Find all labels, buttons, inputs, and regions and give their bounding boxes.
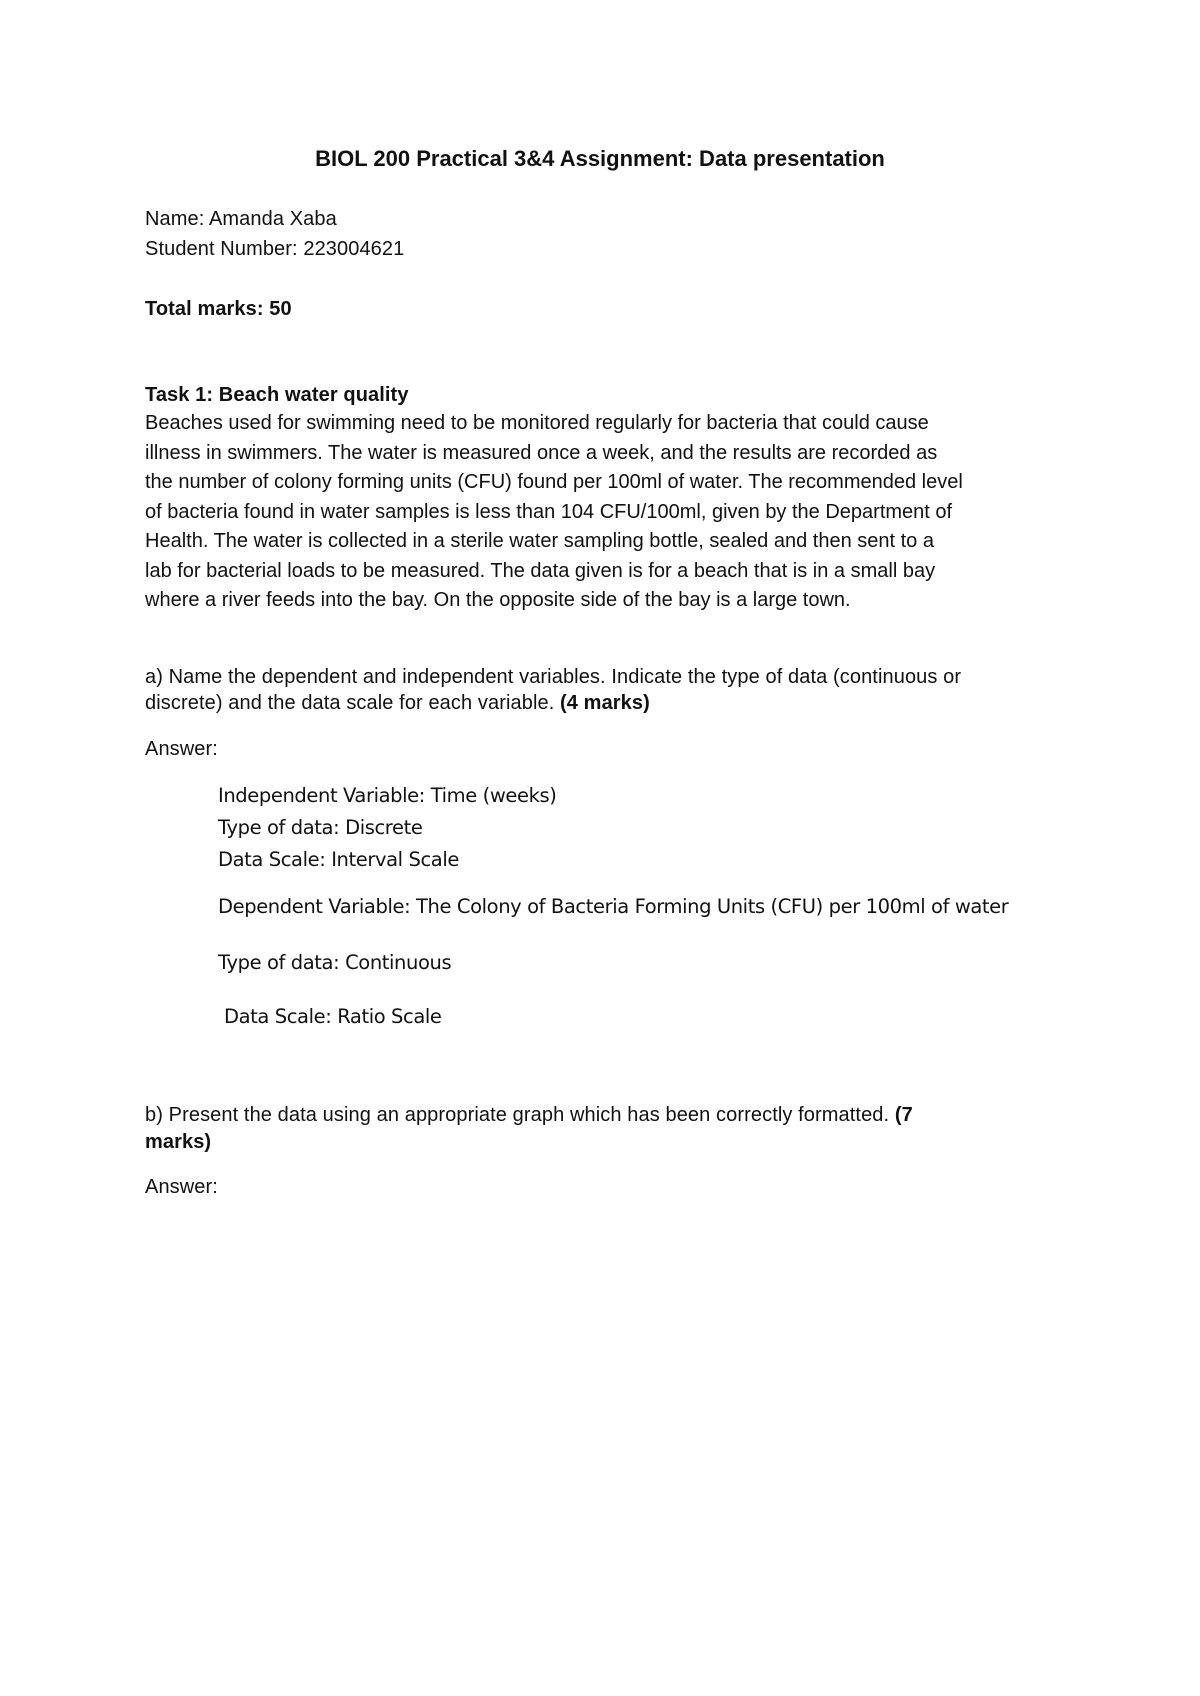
student-number: Student Number: 223004621 bbox=[145, 238, 405, 260]
task1-heading: Task 1: Beach water quality bbox=[145, 384, 409, 406]
answer-independent-variable: Independent Variable: Time (weeks) bbox=[218, 784, 557, 807]
answer-independent-type: Type of data: Discrete bbox=[218, 816, 423, 839]
answer-dependent-scale: Data Scale: Ratio Scale bbox=[224, 1005, 442, 1028]
question-a-answer-label: Answer: bbox=[145, 738, 218, 760]
answer-dependent-variable: Dependent Variable: The Colony of Bacteria Forming Units (CFU) per 100ml of water bbox=[218, 895, 1009, 918]
question-a-line2 bbox=[145, 692, 650, 715]
answer-independent-scale: Data Scale: Interval Scale bbox=[218, 848, 459, 871]
question-b-marks-part1: (7 bbox=[894, 1104, 913, 1126]
question-b-text: b) Present the data using an appropriate graph which has been correctly formatted. bbox=[145, 1104, 895, 1126]
question-a-line1: a) Name the dependent and independent variables. Indicate the type of data (continuous or bbox=[145, 666, 962, 688]
task1-line: illness in swimmers. The water is measured once a week, and the results are recorded as bbox=[145, 441, 938, 464]
task1-line: where a river feeds into the bay. On the opposite side of the bay is a large town. bbox=[145, 589, 851, 611]
document-title: BIOL 200 Practical 3&4 Assignment: Data presentation bbox=[315, 146, 885, 171]
task1-line: the number of colony forming units (CFU) found per 100ml of water. The recommended level bbox=[145, 471, 963, 493]
task1-line: Beaches used for swimming need to be monitored regularly for bacteria that could cause bbox=[145, 412, 929, 434]
question-b-answer-label: Answer: bbox=[145, 1176, 218, 1198]
total-marks: Total marks: 50 bbox=[145, 298, 292, 320]
question-b-line1 bbox=[145, 1104, 913, 1127]
question-b-marks-part2: marks) bbox=[145, 1131, 212, 1153]
question-a-text: discrete) and the data scale for each variable. bbox=[145, 692, 561, 714]
answer-dependent-type: Type of data: Continuous bbox=[218, 951, 452, 974]
student-name: Name: Amanda Xaba bbox=[145, 208, 337, 230]
task1-line: lab for bacterial loads to be measured. The data given is for a beach that is in a small bay bbox=[145, 559, 936, 582]
task1-description bbox=[145, 409, 1065, 616]
question-a-marks: (4 marks) bbox=[560, 692, 650, 714]
task1-line: of bacteria found in water samples is less than 104 CFU/100ml, given by the Department of bbox=[145, 500, 953, 523]
task1-line: Health. The water is collected in a sterile water sampling bottle, sealed and then sent to a bbox=[145, 530, 934, 552]
